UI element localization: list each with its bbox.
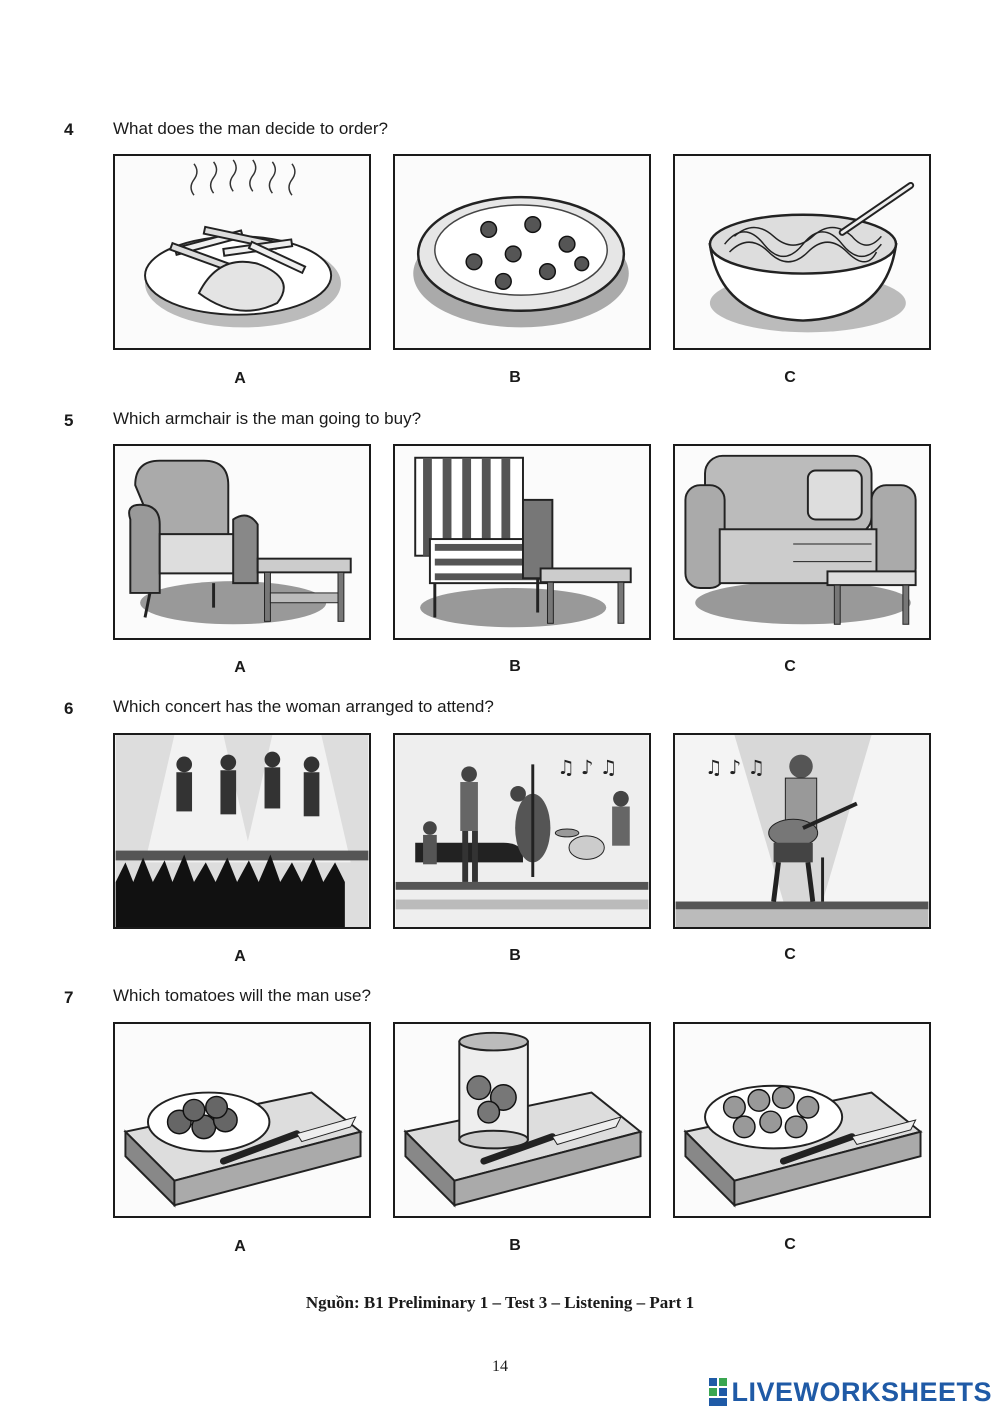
option-label-4a: A: [234, 370, 246, 387]
option-4a-picture[interactable]: [113, 154, 371, 350]
wingback-armchair-icon: [115, 446, 369, 638]
option-6b-picture[interactable]: [393, 733, 651, 929]
option-4b-picture[interactable]: [393, 154, 651, 350]
option-4c-picture[interactable]: [673, 154, 931, 350]
option-label-5c: C: [784, 658, 796, 675]
option-6a-picture[interactable]: [113, 733, 371, 929]
question-text: What does the man decide to order?: [113, 119, 388, 138]
question-text: Which concert has the woman arranged to attend?: [113, 697, 494, 716]
spaghetti-bowl-icon: [675, 156, 929, 348]
option-label-5a: A: [234, 659, 246, 676]
option-label-6c: C: [784, 946, 796, 963]
option-label-5b: B: [509, 658, 521, 675]
option-label-7a: A: [234, 1238, 246, 1255]
svg-text:♫ ♪ ♫: ♫ ♪ ♫: [557, 756, 618, 780]
option-label-7b: B: [509, 1237, 521, 1254]
question-number: 7: [64, 988, 74, 1007]
question-number: 4: [64, 120, 74, 139]
option-6c-picture[interactable]: [673, 733, 931, 929]
question-number: 5: [64, 411, 74, 430]
source-citation: Nguồn: B1 Preliminary 1 – Test 3 – Listening – Part 1: [305, 1293, 695, 1312]
option-7a-picture[interactable]: [113, 1022, 371, 1218]
option-5a-picture[interactable]: [113, 444, 371, 640]
option-7b-picture[interactable]: [393, 1022, 651, 1218]
question-text: Which tomatoes will the man use?: [113, 986, 371, 1005]
page-number: 14: [492, 1358, 508, 1375]
svg-text:♫ ♪ ♫: ♫ ♪ ♫: [705, 756, 766, 780]
rock-concert-icon: [115, 735, 369, 927]
liveworksheets-mark-icon: [709, 1378, 727, 1406]
liveworksheets-logo[interactable]: [709, 1375, 992, 1409]
chicken-and-chips-plate-icon: [115, 156, 369, 348]
option-label-7c: C: [784, 1236, 796, 1253]
option-label-6b: B: [509, 947, 521, 964]
sofa-armchair-icon: [675, 446, 929, 638]
option-5b-picture[interactable]: [393, 444, 651, 640]
sliced-tomatoes-plate-icon: [675, 1024, 929, 1216]
option-label-4b: B: [509, 369, 521, 386]
striped-armchair-icon: [395, 446, 649, 638]
question-text: Which armchair is the man going to buy?: [113, 409, 422, 428]
option-7c-picture[interactable]: [673, 1022, 931, 1218]
option-5c-picture[interactable]: [673, 444, 931, 640]
question-number: 6: [64, 699, 74, 718]
jazz-band-icon: [395, 735, 649, 927]
solo-guitarist-icon: [675, 735, 929, 927]
option-label-6a: A: [234, 948, 246, 965]
tinned-tomatoes-icon: [395, 1024, 649, 1216]
option-label-4c: C: [784, 369, 796, 386]
whole-tomatoes-plate-icon: [115, 1024, 369, 1216]
pizza-icon: [395, 156, 649, 348]
brand-name: LIVEWORKSHEETS: [731, 1376, 992, 1407]
